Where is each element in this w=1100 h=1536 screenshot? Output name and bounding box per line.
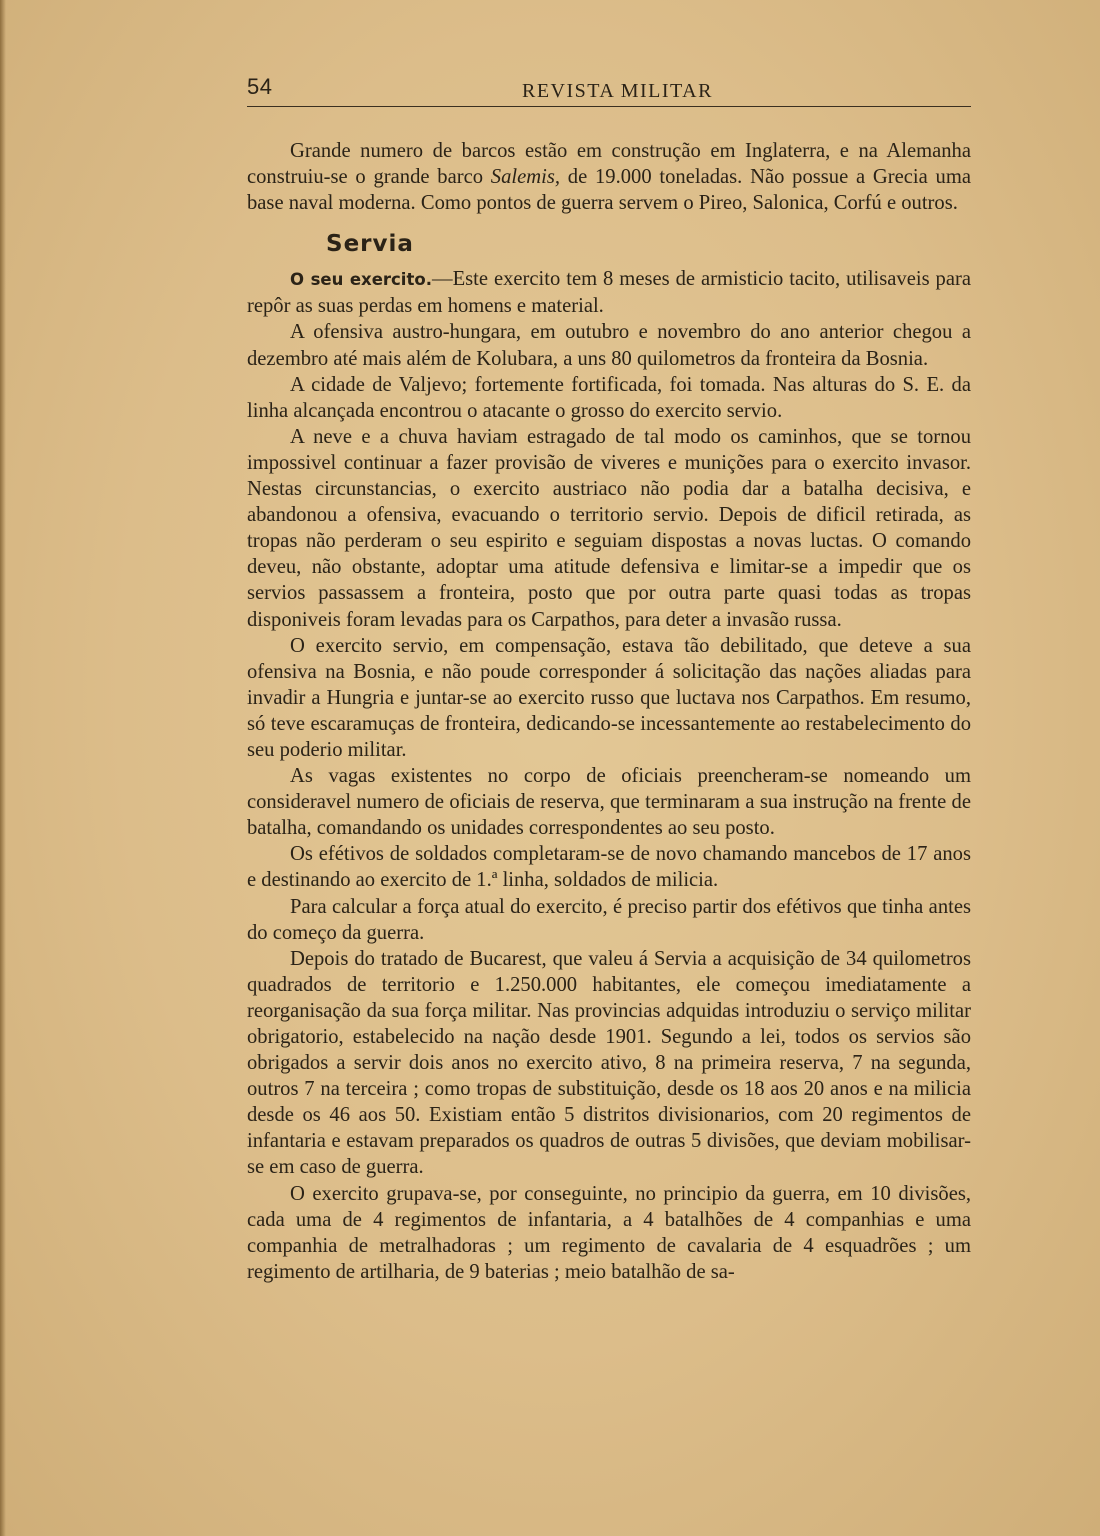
paragraph-text: Grande numero de barcos estão em construção em Inglaterra, e na Alemanha construiu-se o grande barco <box>247 140 971 189</box>
paragraph-army-intro <box>247 266 971 319</box>
run-in-heading: O seu exercito. <box>290 270 432 290</box>
paragraph-bucarest-treaty: Depois do tratado de Bucarest, que valeu á Servia a acquisição de 34 quilometros quadrados de territorio e 1.250.000 habitantes, ele começou imediatamente a reorganisação da sua força militar. Nas provincias adquidas introduziu o serviço militar obrigatorio, estabelecido na nação desde 1901. Segundo a lei, todos os servios são obrigados a servir dois anos no exercito ativo, 8 na primeira reserva, 7 na segunda, outros 7 na terceira ; como tropas de substituição, desde os 18 aos 20 anos e na milicia desde os 46 aos 50. Existiam então 5 distritos divisionarios, com 20 regimentos de infantaria e estavam preparados os quadros de outras 5 divisões, que deviam mobilisar-se em caso de guerra. <box>247 947 971 1179</box>
paragraph-retreat: A neve e a chuva haviam estragado de tal modo os caminhos, que se tornou impossivel continuar a fazer provisão de viveres e munições para o exercito invasor. Nestas circunstancias, o exercito austriaco não podia dar a batalha decisiva, e abandonou a ofensiva, evacuando o territorio servio. Depois de dificil retirada, as tropas não perderam o seu espirito e seguiam dispostas a novas luctas. O comando deveu, não obstante, adoptar uma atitude defensiva e limitar-se a impedir que os servios passassem a fronteira, posto que por outra parte quasi todas as tropas disponiveis foram levadas para os Carpathos, para deter a invasão russa. <box>247 425 971 631</box>
running-title: REVISTA MILITAR <box>522 80 713 102</box>
paragraph-valjevo: A cidade de Valjevo; fortemente fortificada, foi tomada. Nas alturas do S. E. da linha alcançada encontrou o atacante o grosso do exercito servio. <box>247 373 971 422</box>
article-body <box>247 138 971 1285</box>
paragraph-force-calc: Para calcular a força atual do exercito, é preciso partir dos efétivos que tinha antes do começo da guerra. <box>247 895 971 944</box>
page-header <box>247 74 971 107</box>
paragraph-offensive: A ofensiva austro-hungara, em outubro e novembro do ano anterior chegou a dezembro até mais além de Kolubara, a uns 80 quilometros da fronteira da Bosnia. <box>247 321 971 370</box>
paragraph-text: de 19.000 toneladas. Não possue a Grecia uma base naval moderna. Como pontos de guerra servem o Pireo, Salonica, Corfú e outros. <box>247 166 971 215</box>
paragraph-soldiers: Os efétivos de soldados completaram-se de novo chamando mancebos de 17 anos e destinando ao exercito de 1.ª linha, soldados de milicia. <box>247 843 971 892</box>
paragraph-compensation: O exercito servio, em compensação, estava tão debilitado, que deteve a sua ofensiva na Bosnia, e não poude corresponder á solicitação das nações aliadas para invadir a Hungria e juntar-se ao exercito russo que luctava nos Carpathos. Em resumo, só teve escaramuças de fronteira, dedicando-se incessantemente ao restabelecimento do seu poderio militar. <box>247 634 971 761</box>
paragraph-officers: As vagas existentes no corpo de oficiais preencheram-se nomeando um consideravel numero de oficiais de reserva, que terminaram a sua instrução na frente de batalha, comandando os unidades correspondentes ao seu posto. <box>247 765 971 840</box>
ship-name: Salemis, <box>490 166 561 189</box>
paragraph-text: —Este exercito tem 8 meses de armisticio tacito, utilisaveis para repôr as suas perdas em homens e material. <box>247 268 971 318</box>
paragraph-divisions: O exercito grupava-se, por conseguinte, no principio da guerra, em 10 divisões, cada uma de 4 regimentos de infantaria, a 4 batalhões de 4 companhias e uma companhia de metralhadoras ; um regimento de cavalaria de 4 esquadrões ; um regimento de artilharia, de 9 baterias ; meio batalhão de sa- <box>247 1182 971 1283</box>
page-number: 54 <box>247 74 273 99</box>
paragraph-greece-navy <box>247 138 971 216</box>
section-heading-servia: Servia <box>326 231 414 258</box>
page-edge-shadow <box>0 0 6 1536</box>
